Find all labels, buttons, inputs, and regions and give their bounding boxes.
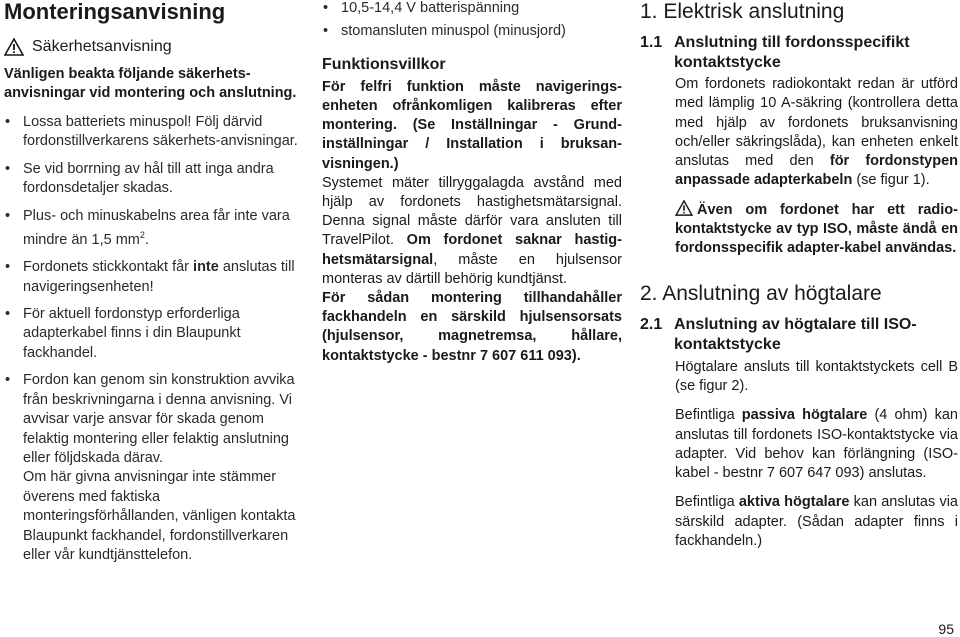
figure-ref: (se figur 1). <box>852 172 930 189</box>
list-item: • För aktuell fordonstyp erforderliga adapterkabel finns i din Blaupunkt fackhandel. <box>4 305 304 363</box>
emphasis-inte: inte <box>193 259 219 276</box>
safety-intro: Vänligen beakta följande säkerhets-anvisningar vid montering och anslutning. <box>4 66 297 101</box>
active-text-end: kan anslutas via särskild adapter. (Sådan adapter finns i fackhandeln.) <box>675 494 958 550</box>
warning-triangle-icon <box>675 200 693 216</box>
list-item: • Fordon kan genom sin konstruktion avvika från beskrivningarna i denna anvisning. Vi avvisar varje ansvar för skada genom felaktig montering eller felaktig anslutning eller följdskada därav. <box>4 371 304 468</box>
list-item: • stomansluten minuspol (minusjord) <box>322 22 622 41</box>
column-2 <box>322 0 622 366</box>
period: . <box>144 231 149 248</box>
list-item: • Lossa batteriets minuspol! Följ därvid fordonstillverkarens säkerhets-anvisningar. <box>4 113 304 152</box>
subsection-title: Anslutning till fordonsspecifikt kontaktstycke <box>674 34 910 71</box>
function-heading: Funktionsvillkor <box>322 55 446 73</box>
radio-text: Om fordonets radiokontakt redan är utförd med lämplig 10 A-säkring (kontrollera detta med hjälp av fordonets bruksanvisning och/eller säkringslåda), kan enheten enkelt anslutas med den <box>675 76 958 170</box>
passive-text: Befintliga <box>675 407 742 424</box>
safety-heading-text: Säkerhetsanvisning <box>32 38 172 55</box>
speed-text-end: , måste en hjulsensor monteras av därtill behörig kundtjänst. <box>322 251 622 287</box>
wheel-sensor-paragraph: För sådan montering tillhandahåller fackhandeln en särskild hjulsensorsats (hjulsensor, magnetremsa, hållare, kontaktstycke - bestnr 7 607 611 093). <box>322 290 622 364</box>
passive-speaker-paragraph <box>675 406 958 483</box>
requirements-list <box>322 0 622 42</box>
page-number: 95 <box>938 621 954 637</box>
speed-signal-paragraph <box>322 174 622 289</box>
superscript: 2 <box>139 230 145 241</box>
subsection-number: 1.1 <box>640 34 663 51</box>
page-title: Monteringsanvisning <box>4 0 226 24</box>
safety-heading <box>4 37 304 57</box>
section-2-heading: 2. Anslutning av högtalare <box>640 281 882 305</box>
speed-text: Systemet mäter tillryggalagda avstånd med hjälp av fordonets hastighetsmätarsignal. Denna signal måste därför vara ansluten till TravelPilot. <box>322 174 622 249</box>
passive-text-end: (4 ohm) kan anslutas till fordonets ISO-kontaktstycke via adapter. Vid behov kan förlängning (ISO-kabel - bestnr 7 607 647 093) anslutas. <box>675 407 958 482</box>
list-item: • Se vid borrning av hål till att inga andra fordonsdetaljer skadas. <box>4 160 304 199</box>
cable-area-text: Plus- och minuskabelns area får inte vara mindre än 1,5 mm <box>23 207 290 248</box>
list-item <box>4 207 304 251</box>
subsection-1-1-heading <box>640 33 958 73</box>
column-1 <box>4 0 304 573</box>
list-item <box>4 258 304 297</box>
safety-list <box>4 113 304 565</box>
subsection-1-1-body <box>640 75 958 259</box>
list-item: Om här givna anvisningar inte stämmer överens med faktiska monteringsförhållanden, vänligen kontakta Blaupunkt fackhandel, fordonstillverkaren eller vår kundtjänsttelefon. <box>23 469 296 563</box>
connector-text-end: anslutas till navigeringsenheten! <box>23 259 295 295</box>
speaker-cell-paragraph: Högtalare ansluts till kontaktstyckets cell B (se figur 2). <box>675 358 958 394</box>
subsection-2-1-body <box>640 358 958 552</box>
active-text: Befintliga <box>675 494 739 511</box>
active-emphasis: aktiva högtalare <box>738 494 850 511</box>
subsection-number: 2.1 <box>640 315 663 333</box>
passive-emphasis: passiva högtalare <box>741 407 868 424</box>
subsection-title: Anslutning av högtalare till ISO-kontaktstycke <box>674 315 917 353</box>
connector-text: Fordonets stickkontakt får <box>23 259 194 276</box>
active-speaker-paragraph <box>675 493 958 551</box>
subsection-2-1-heading <box>640 315 958 355</box>
calibration-paragraph: För felfri funktion måste navigerings-enheten ofrånkomligen kalibreras efter montering. (Se Inställningar - Grund-inställningar / Installation i bruksan-visningen.) <box>322 78 622 172</box>
warning-triangle-icon <box>4 38 24 56</box>
speed-emphasis: Om fordonet saknar hastig-hetsmätarsignal <box>322 232 622 268</box>
list-item: • 10,5-14,4 V batterispänning <box>322 0 622 18</box>
iso-warning-paragraph <box>675 200 958 259</box>
adapter-emphasis: för fordonstypen anpassade adapterkabeln <box>675 153 958 189</box>
radio-contact-paragraph <box>675 75 958 191</box>
section-1-heading: 1. Elektrisk anslutning <box>640 0 845 23</box>
iso-warning-text: Även om fordonet har ett radio-kontaktstycke av typ ISO, måste ändå en fordonsspecifik adapter-kabel användas. <box>675 201 958 257</box>
column-3 <box>640 0 958 551</box>
